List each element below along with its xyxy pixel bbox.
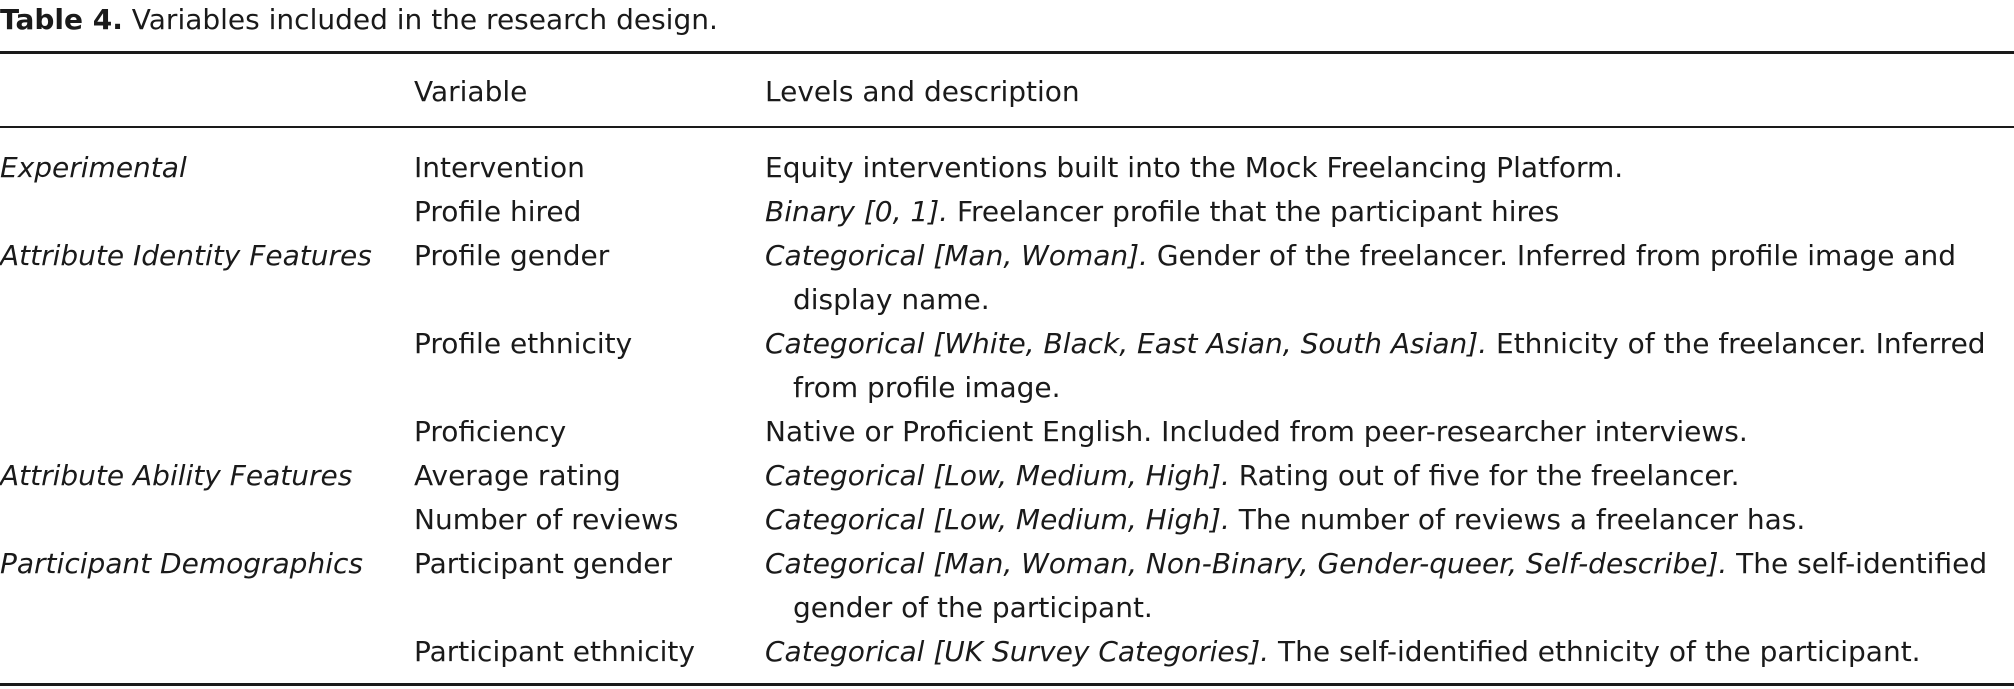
- row-description-text: Freelancer profile that the participant hires: [948, 195, 1560, 228]
- top-rule: [0, 51, 2014, 54]
- header-variable: Variable: [414, 75, 528, 108]
- row-type: Categorical [Man, Woman, Non-Binary, Gender-queer, Self-describe].: [765, 547, 1728, 580]
- row-variable: Proficiency: [414, 415, 567, 448]
- row-variable: Participant ethnicity: [414, 635, 695, 668]
- row-type: Categorical [Low, Medium, High].: [765, 459, 1230, 492]
- row-description: [765, 542, 2011, 630]
- row-description-text: The number of reviews a freelancer has.: [1229, 503, 1806, 536]
- row-variable: Intervention: [414, 151, 585, 184]
- row-category: Experimental: [0, 151, 187, 184]
- row-description-text: Ethnicity of the freelancer. Inferred from profile image.: [793, 327, 1986, 404]
- row-category: Attribute Identity Features: [0, 239, 372, 272]
- row-variable: Participant gender: [414, 547, 673, 580]
- row-description-text: The self-identified ethnicity of the participant.: [1269, 635, 1921, 668]
- row-description: [765, 234, 2011, 322]
- row-variable: Profile ethnicity: [414, 327, 633, 360]
- row-description-text: Equity interventions built into the Mock Freelancing Platform.: [765, 151, 1624, 184]
- row-variable: Number of reviews: [414, 503, 679, 536]
- table-caption-label: Table 4.: [0, 3, 123, 36]
- row-type: Categorical [UK Survey Categories].: [765, 635, 1270, 668]
- row-type: Binary [0, 1].: [765, 195, 949, 228]
- row-category: Attribute Ability Features: [0, 459, 353, 492]
- table-caption-text: Variables included in the research design.: [122, 3, 718, 36]
- row-description-text: Native or Proficient English. Included from peer-researcher interviews.: [765, 415, 1748, 448]
- row-description-text: Rating out of five for the freelancer.: [1229, 459, 1740, 492]
- row-type: Categorical [White, Black, East Asian, South Asian].: [765, 327, 1488, 360]
- header-rule: [0, 126, 2014, 128]
- row-variable: Profile gender: [414, 239, 610, 272]
- row-description: [765, 146, 2011, 190]
- table-caption: [0, 2, 718, 38]
- row-description: [765, 410, 2011, 454]
- row-variable: Profile hired: [414, 195, 582, 228]
- row-type: Categorical [Low, Medium, High].: [765, 503, 1230, 536]
- row-description: [765, 322, 2011, 410]
- row-description: [765, 630, 2011, 674]
- row-description: [765, 190, 2011, 234]
- row-description-text: The self-identified gender of the participant.: [793, 547, 1988, 624]
- row-category: Participant Demographics: [0, 547, 363, 580]
- row-variable: Average rating: [414, 459, 621, 492]
- bottom-rule: [0, 683, 2014, 686]
- row-type: Categorical [Man, Woman].: [765, 239, 1148, 272]
- header-levels-description: Levels and description: [765, 75, 1080, 108]
- row-description-text: Gender of the freelancer. Inferred from profile image and display name.: [793, 239, 1957, 316]
- row-description: [765, 454, 2011, 498]
- row-description: [765, 498, 2011, 542]
